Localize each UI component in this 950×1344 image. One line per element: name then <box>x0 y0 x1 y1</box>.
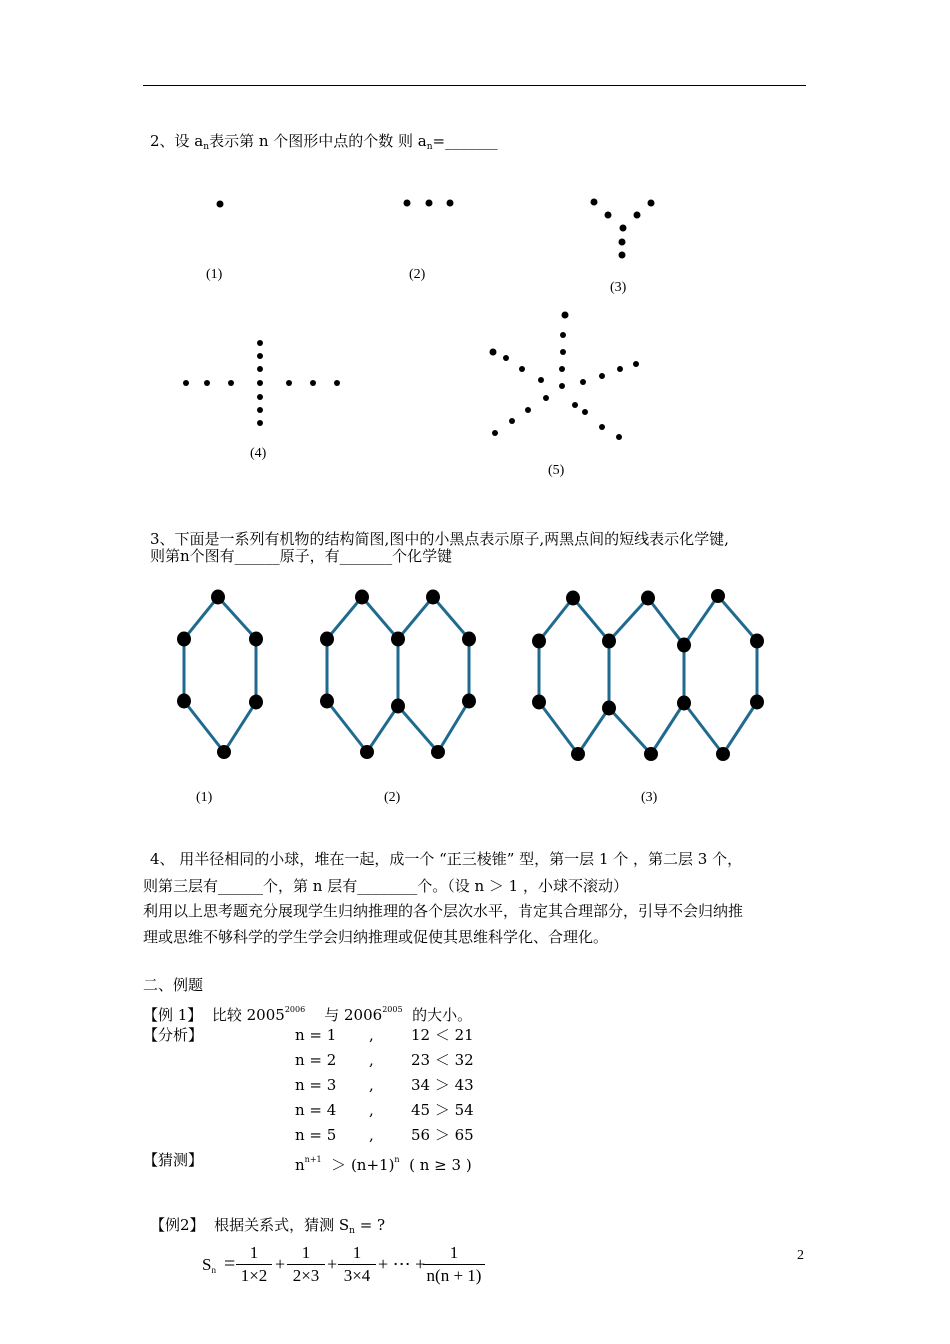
fraction-3: $\frac{1}{3\times 4}$ <box>338 1242 376 1287</box>
q2-caption-3: (3) <box>610 280 627 295</box>
bonds <box>184 596 757 754</box>
q2-caption-5: (5) <box>548 463 565 478</box>
analysis-row-2-cmp: 23 ＜ 32 <box>411 1051 474 1069</box>
q2-caption-1: (1) <box>206 267 223 282</box>
section-heading: 二、例题 <box>143 976 204 994</box>
q4-line-2: 则第三层有______个，第 n 层有________个。（设 n ＞ 1 ，小球不滚动） <box>143 877 628 895</box>
analysis-row-5-cmp: 56 ＞ 65 <box>411 1126 474 1144</box>
q2-prompt: 2、设 $a_n$表示第 n 个图形中点的个数 则 $a_n=\_\_\_\_\_\_\_$ <box>150 132 498 152</box>
q3-line-2: 则第n个图有______原子，有_______个化学键 <box>150 547 453 565</box>
q4-line-4: 理或思维不够科学的学生学会归纳推理或促使其思维科学化、合理化。 <box>143 928 609 946</box>
q4-line-1: 4、 用半径相同的小球，堆在一起，成一个 “正三棱锥” 型，第一层 1 个 ，第二层 3 个， <box>150 850 743 868</box>
guess-formula: $n^{n+1} > (n+1)^n$ ( n ≥ 3 ) <box>295 1155 472 1174</box>
page-number: 2 <box>797 1248 804 1263</box>
analysis-row-1-cmp: 12 ＜ 21 <box>411 1026 474 1044</box>
fraction-2: $\frac{1}{2\times 3}$ <box>287 1242 325 1287</box>
analysis-row-3-comma: , <box>369 1076 374 1094</box>
guess-label: 【猜测】 <box>143 1151 204 1169</box>
fraction-general: $\frac{1}{n(n + 1)}$ <box>423 1242 485 1287</box>
q3-line-1: 3、下面是一系列有机物的结构简图,图中的小黑点表示原子,两黑点间的短线表示化学键, <box>150 530 729 548</box>
q3-caption-2: (2) <box>384 790 401 805</box>
q2-caption-2: (2) <box>409 267 426 282</box>
ellipsis-plus: + ⋯ + <box>378 1254 426 1274</box>
formula-equals: = <box>224 1253 236 1275</box>
analysis-row-2-comma: , <box>369 1051 374 1069</box>
analysis-row-4-cmp: 45 ＞ 54 <box>411 1101 474 1119</box>
analysis-row-3-n: n = 3 <box>295 1076 337 1094</box>
analysis-row-4-n: n = 4 <box>295 1101 337 1119</box>
q2-caption-4: (4) <box>250 446 267 461</box>
analysis-row-2-n: n = 2 <box>295 1051 337 1069</box>
analysis-row-5-n: n = 5 <box>295 1126 337 1144</box>
analysis-row-1-comma: , <box>369 1026 374 1044</box>
analysis-label: 【分析】 <box>143 1026 204 1044</box>
fraction-1: $\frac{1}{1\times 2}$ <box>236 1242 272 1287</box>
example-2: 【例2】 根据关系式，猜测 $S_n$ = ? <box>150 1216 386 1236</box>
analysis-row-3-cmp: 34 ＞ 43 <box>411 1076 474 1094</box>
plus-1: + <box>275 1254 286 1274</box>
formula-lhs: $S_n$ <box>202 1255 216 1275</box>
q3-caption-1: (1) <box>196 790 213 805</box>
q4-line-3: 利用以上思考题充分展现学生归纳推理的各个层次水平，肯定其合理部分，引导不会归纳推 <box>143 902 744 920</box>
analysis-row-4-comma: , <box>369 1101 374 1119</box>
plus-2: + <box>327 1254 338 1274</box>
analysis-row-1-n: n = 1 <box>295 1026 337 1044</box>
q3-caption-3: (3) <box>641 790 658 805</box>
example-1: 【例 1】 比较 $2005^{2006}$ 与 $2006^{2005}$ 的大小。 <box>143 1005 473 1024</box>
analysis-row-5-comma: , <box>369 1126 374 1144</box>
